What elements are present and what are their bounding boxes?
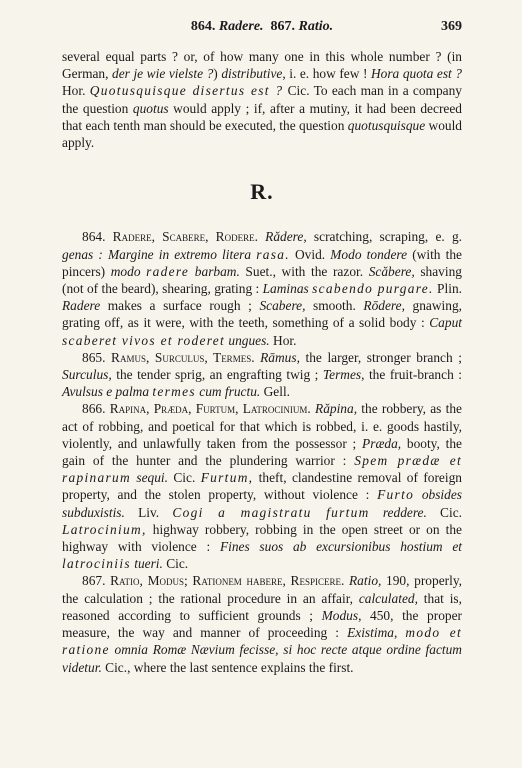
italic-run: Răpina, xyxy=(315,401,358,417)
spaced-italic-run: termes xyxy=(152,384,196,400)
running-title-number-end: 867. xyxy=(270,19,296,34)
italic-run: Caput xyxy=(429,315,462,331)
italic-run: Scabere, xyxy=(259,298,306,314)
entry-headwords: Rapina, Præda, Furtum, Latrocinium. xyxy=(109,401,311,417)
italic-run: Surculus, xyxy=(62,367,112,383)
entry-number: 864. xyxy=(82,229,106,245)
italic-run: obsides subduxistis. xyxy=(62,487,462,520)
text-run: would apply ; if, after a mutiny, it had been decreed that each tenth man should be executed, the question xyxy=(62,100,462,133)
entry-headwords: Ramus, Surculus, Termes. xyxy=(111,349,255,365)
running-title-word-end: Ratio. xyxy=(298,19,334,34)
spaced-italic-run: Cogi a magistratu furtum xyxy=(172,504,370,520)
italic-run: Termes, xyxy=(322,367,365,383)
text-run: that is, reasoned according to sufficient grounds ; xyxy=(62,590,462,623)
spaced-italic-run: rasa. xyxy=(256,246,290,262)
italic-run: Rāmus, xyxy=(260,349,300,365)
text-run: Ovid. xyxy=(289,246,331,262)
italic-run: sequi. xyxy=(136,470,168,486)
italic-run: distributive xyxy=(221,66,283,82)
running-title-word-start: Radere. xyxy=(218,19,264,34)
italic-run: quotusquisque xyxy=(347,117,426,133)
text-run: Suet., with the razor. xyxy=(239,263,369,279)
text-run: Cic. xyxy=(168,470,201,486)
text-run: ) xyxy=(213,66,222,82)
text-run: gnawing, grating off, as it were, with the teeth, something of a solid body : xyxy=(62,298,463,331)
entry-number: 867. xyxy=(82,573,106,589)
text-run xyxy=(414,487,422,502)
text-run: the larger, stronger branch ; xyxy=(299,349,462,365)
entry-number: 865. xyxy=(82,349,106,365)
text-run: Cic. To each man in a company the question xyxy=(62,83,463,116)
text-run: 450, the proper measure, the way and manner of proceeding : xyxy=(62,607,462,641)
entry-headwords: Ratio, Modus; Rationem habere, Respicere. xyxy=(110,573,345,589)
text-run: shaving (not of the beard), shearing, grating : xyxy=(62,263,462,297)
entry-865 xyxy=(62,349,462,401)
text-run: Plin. xyxy=(433,281,462,297)
italic-run: Hora quota est ? xyxy=(370,66,463,82)
spaced-italic-run: Spem prædæ et rapinarum xyxy=(62,453,462,486)
entry-headwords: Radere, Scabere, Rodere. xyxy=(112,229,258,245)
italic-run: Rōdere, xyxy=(363,298,405,314)
italic-run: der je wie vielste ? xyxy=(112,66,214,82)
text-run: booty, the gain of the hunter and the plundering warrior : xyxy=(62,435,462,469)
text-run: highway robbery, robbing in the open street or on the highway with violence : xyxy=(62,521,462,555)
italic-run: barbam. xyxy=(194,263,240,279)
entry-number: 866. xyxy=(82,401,106,417)
section-heading: R. xyxy=(250,179,274,205)
running-title xyxy=(62,18,462,35)
text-run: smooth. xyxy=(305,298,364,314)
italic-run: Modus, xyxy=(321,607,362,623)
italic-run: cum fructu. xyxy=(199,384,261,400)
italic-run: genas : Margine in extremo litera xyxy=(62,246,252,262)
italic-run: Laminas xyxy=(262,281,309,297)
text-run xyxy=(370,505,383,520)
spaced-italic-run: scabendo purgare. xyxy=(312,281,434,297)
italic-run: tueri. xyxy=(134,556,163,572)
text-run: makes a surface rough ; xyxy=(100,298,260,314)
text-run: would apply. xyxy=(62,117,463,151)
spaced-italic-run: latrociniis xyxy=(62,556,131,572)
entry-866 xyxy=(62,400,462,572)
entry-864 xyxy=(62,228,462,348)
spaced-italic-run: Quotusquisque disertus est ? xyxy=(89,83,284,99)
text-run: Cic., where the last sentence explains the first. xyxy=(101,659,354,675)
text-run: 190, properly, the calculation ; the rational procedure in an affair, xyxy=(62,573,462,606)
italic-run: Præda, xyxy=(362,435,402,451)
entry-867 xyxy=(62,572,462,675)
book-page xyxy=(62,18,462,676)
italic-run: quotus xyxy=(132,100,169,116)
spaced-italic-run: Furtum, xyxy=(200,470,254,486)
text-run: theft, clandestine removal of foreign property, and the stolen property, without violence : xyxy=(62,470,462,503)
spaced-italic-run: Latrocinium, xyxy=(62,521,147,537)
text-run: Liv. xyxy=(124,504,173,520)
italic-run: Ratio, xyxy=(349,573,382,589)
text-run: Cic. xyxy=(426,504,462,520)
italic-run: reddere. xyxy=(382,504,427,520)
text-run: the fruit-branch : xyxy=(364,367,462,383)
text-run: scratching, scraping, e. g. xyxy=(306,229,462,245)
italic-run: Scăbere, xyxy=(368,263,415,279)
italic-run: ungues. xyxy=(228,332,270,348)
spaced-italic-run: modo et ratione xyxy=(62,625,462,658)
text-run: (with the pincers) xyxy=(62,246,462,279)
text-run: Cic. xyxy=(162,556,189,572)
italic-run: calculated, xyxy=(358,590,418,606)
continued-paragraph xyxy=(62,48,462,151)
text-run: Hor. xyxy=(62,83,90,99)
italic-run: Radere xyxy=(62,298,101,314)
running-head xyxy=(62,18,462,48)
italic-run: Avulsus e palma xyxy=(62,384,150,400)
text-run: , i. e. how few ! xyxy=(282,66,371,82)
text-run: the tender sprig, an engrafting twig ; xyxy=(111,367,323,383)
italic-run: Fines suos ab excursionibus hostium et xyxy=(219,539,462,555)
spaced-italic-run: scaberet vivos et roderet xyxy=(62,332,226,348)
italic-run: omnia Romæ Nævium fecisse, si hoc recte atque ordine factum videtur. xyxy=(62,642,462,675)
page-number: 369 xyxy=(441,19,462,34)
running-title-number-start: 864. xyxy=(190,19,216,34)
italic-run: Existima, xyxy=(347,625,398,641)
text-run: Gell. xyxy=(260,384,291,400)
spaced-italic-run: Furto xyxy=(377,487,415,503)
spaced-italic-run: radere xyxy=(146,263,190,279)
italic-run: modo xyxy=(110,263,141,279)
text-run: several equal parts ? or, of how many one in this whole number ? (in German, xyxy=(62,49,462,82)
text-run: Hor. xyxy=(269,332,297,348)
text-run: the robbery, as the act of robbing, and poetical for that which is robbed, i. e. goods hastily, violently, and unlawfully taken from the possessor ; xyxy=(62,401,462,451)
italic-run: Rădere, xyxy=(265,229,307,245)
italic-run: Modo tondere xyxy=(330,246,408,262)
